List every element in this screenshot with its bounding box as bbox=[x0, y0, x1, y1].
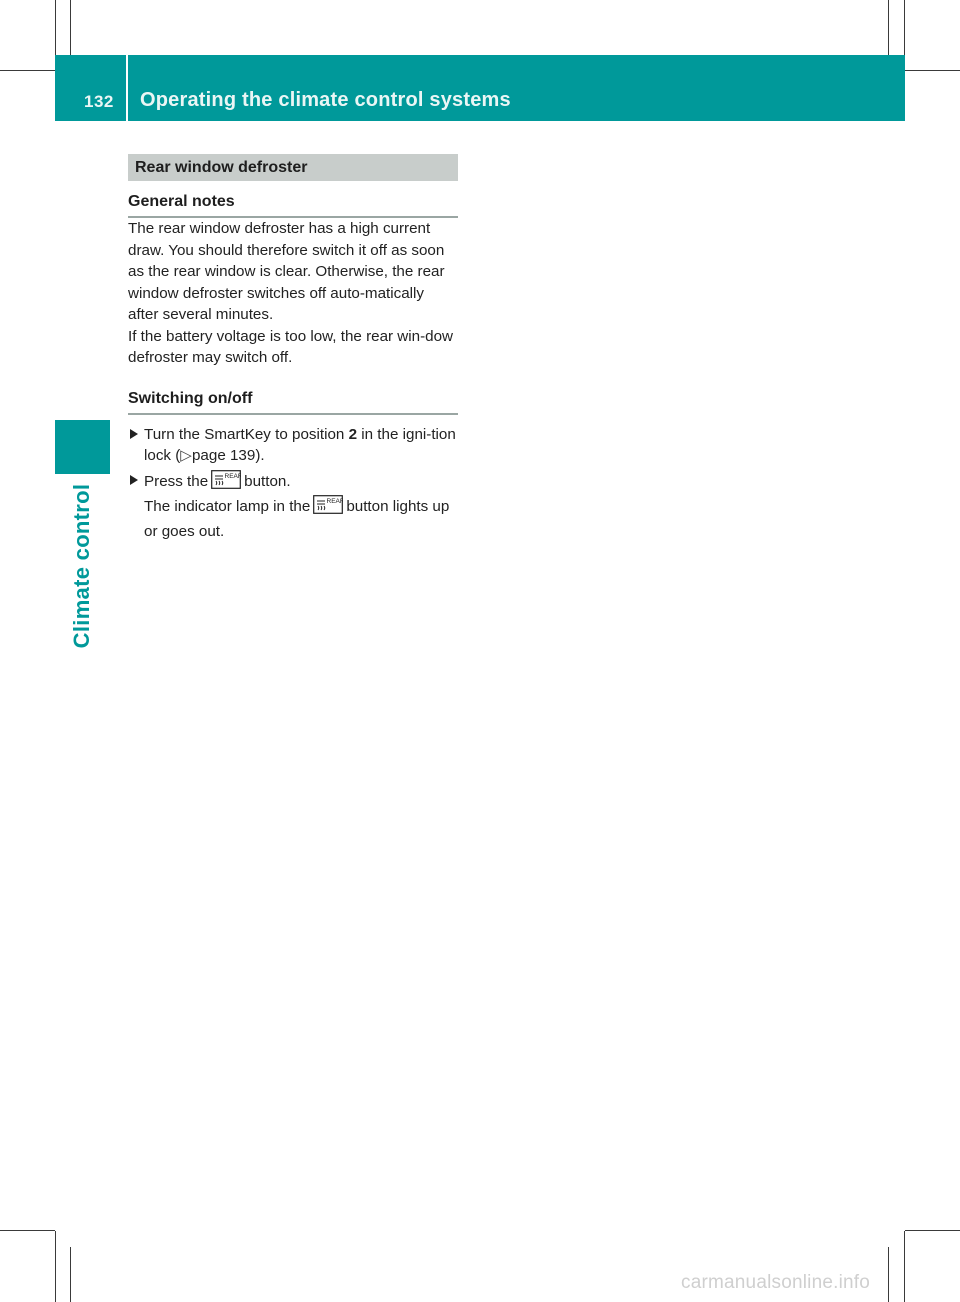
watermark: carmanualsonline.info bbox=[681, 1272, 871, 1293]
svg-text:REAR: REAR bbox=[326, 498, 344, 505]
side-tab-label: Climate control bbox=[69, 483, 94, 649]
step-text: button. bbox=[244, 472, 291, 490]
crop-mark bbox=[0, 1230, 55, 1231]
crop-mark bbox=[905, 1230, 960, 1231]
step-text: in the igni-tion lock ( bbox=[144, 425, 456, 464]
instruction-step bbox=[128, 424, 458, 467]
side-tab bbox=[55, 420, 110, 474]
subheading-switching: Switching on/off bbox=[128, 390, 458, 415]
crop-mark bbox=[70, 1247, 71, 1302]
step-arrow-icon bbox=[130, 429, 138, 439]
header-divider bbox=[126, 55, 128, 121]
instruction-step bbox=[128, 470, 458, 496]
crop-mark bbox=[0, 70, 55, 71]
section-title: Rear window defroster bbox=[128, 154, 458, 181]
step-text: The indicator lamp in the bbox=[144, 498, 311, 515]
paragraph: If the battery voltage is too low, the rear win-dow defroster may switch off. bbox=[128, 327, 454, 366]
page-ref-arrow-icon: ▷ bbox=[180, 447, 192, 464]
step-text: Press the bbox=[144, 472, 209, 490]
crop-mark bbox=[905, 70, 960, 71]
crop-mark bbox=[55, 0, 56, 55]
result-text bbox=[128, 495, 458, 542]
instruction-list bbox=[128, 424, 458, 543]
content-column bbox=[128, 154, 458, 542]
rear-window-defroster-icon bbox=[211, 470, 241, 496]
paragraph: The rear window defroster has a high current draw. You should therefore switch it off as soon as the rear window is clear. Otherwise, the rear window defroster switches off auto-matically after several minutes. bbox=[128, 220, 445, 323]
step-arrow-icon bbox=[130, 475, 138, 485]
crop-mark bbox=[55, 1231, 56, 1302]
crop-mark bbox=[888, 0, 889, 55]
subheading-general-notes: General notes bbox=[128, 193, 458, 218]
crop-mark bbox=[70, 0, 71, 55]
crop-mark bbox=[904, 0, 905, 55]
step-text: ). bbox=[255, 447, 265, 464]
rear-window-defroster-icon bbox=[313, 495, 343, 521]
page-reference-link[interactable]: page 139 bbox=[191, 447, 256, 464]
page-number: 132 bbox=[84, 92, 114, 111]
position-number: 2 bbox=[348, 425, 358, 443]
step-text: button lights up or goes out. bbox=[144, 498, 450, 540]
crop-mark bbox=[904, 1231, 905, 1302]
svg-text:REAR: REAR bbox=[224, 472, 242, 480]
chapter-title: Operating the climate control systems bbox=[140, 89, 511, 111]
crop-mark bbox=[888, 1247, 889, 1302]
step-text: Turn the SmartKey to position bbox=[144, 425, 349, 443]
